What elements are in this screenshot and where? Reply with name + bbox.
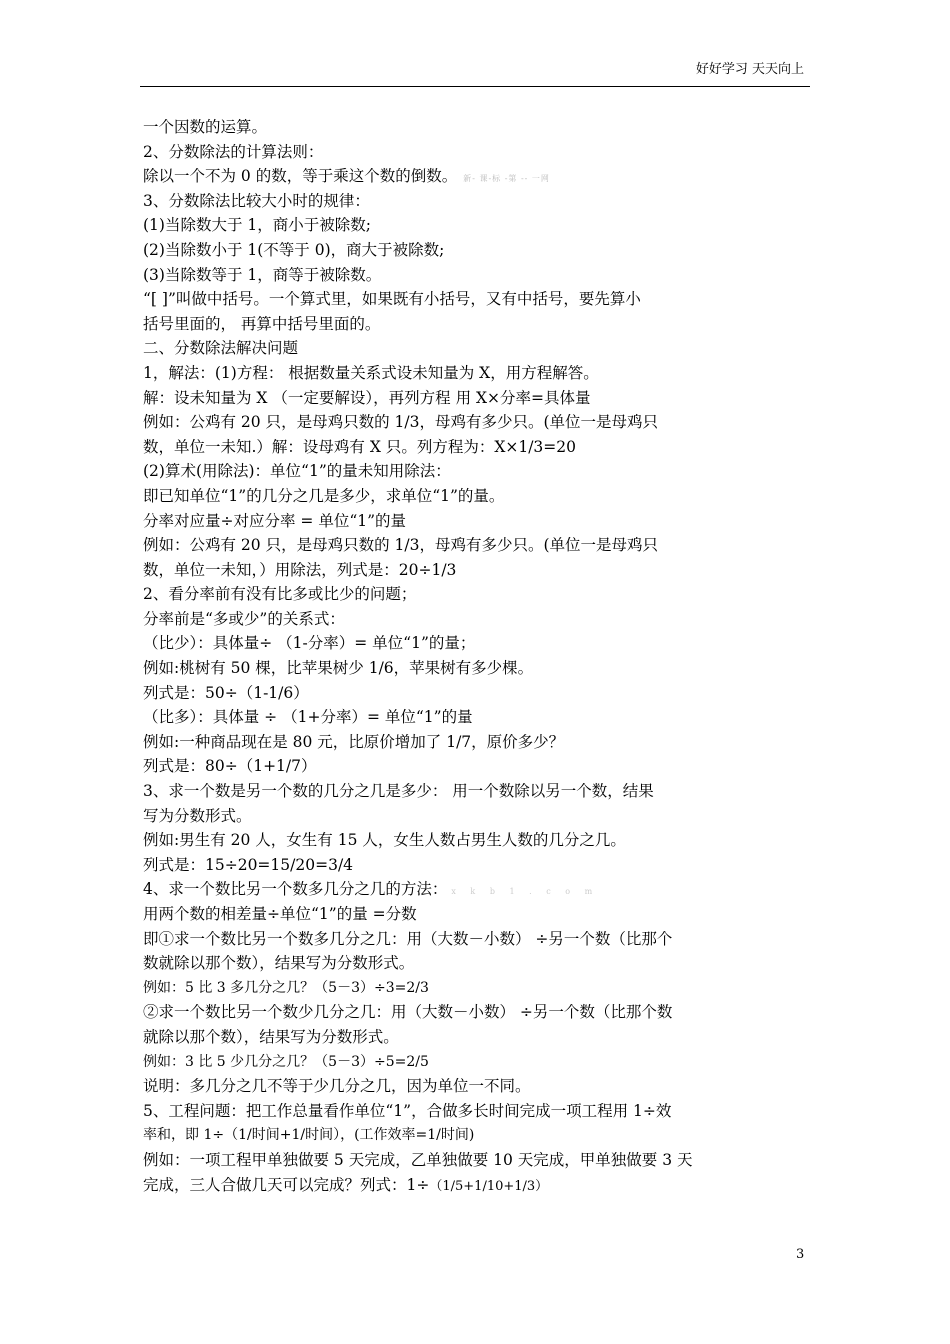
text-line: 说明：多几分之几不等于少几分之几，因为单位一不同。 xyxy=(143,1077,531,1096)
watermark-text: x k b 1 . c o m xyxy=(451,887,599,897)
text-line: 分率对应量÷对应分率 = 单位“1”的量 xyxy=(143,511,407,530)
text-line: 数，单位一未知.）解：设母鸡有 X 只。列方程为：X×1/3=20 xyxy=(143,437,576,456)
text-line: 括号里面的， 再算中括号里面的。 xyxy=(143,314,381,333)
text-line: 数，单位一未知，）用除法，列式是：20÷1/3 xyxy=(143,560,457,579)
text-line: 一个因数的运算。 xyxy=(143,118,268,136)
text-line: 例如:男生有 20 人，女生有 15 人，女生人数占男生人数的几分之几。 xyxy=(143,831,626,850)
text-line: (2)算术(用除法)：单位“1”的量未知用除法： xyxy=(143,462,451,481)
text-line: 2、看分率前有没有比多或比少的问题； xyxy=(143,585,417,604)
text-line: 即已知单位“1”的几分之几是多少，求单位“1”的量。 xyxy=(143,486,505,505)
text-line: 例如：公鸡有 20 只，是母鸡只数的 1/3，母鸡有多少只。(单位一是母鸡只 xyxy=(143,413,658,432)
text-line: 就除以那个数），结果写为分数形式。 xyxy=(143,1027,399,1046)
text-line: ②求一个数比另一个数少几分之几：用（大数－小数） ÷另一个数（比那个数 xyxy=(143,1003,673,1022)
running-header: 好好学习 天天向上 xyxy=(695,62,804,77)
text-line: 除以一个不为 0 的数，等于乘这个数的倒数。 新- 课-标 -第 -- 一网 xyxy=(143,167,550,186)
text-line: 例如：5 比 3 多几分之几？（5－3）÷3=2/3 xyxy=(143,979,429,996)
text-line: (2)当除数小于 1(不等于 0)，商大于被除数; xyxy=(143,240,445,259)
text-line: 用两个数的相差量÷单位“1”的量 =分数 xyxy=(143,905,417,923)
text-line: 完成，三人合做几天可以完成？列式：1÷（1/5+1/10+1/3） xyxy=(143,1175,549,1194)
text-line: “[ ]”叫做中括号。一个算式里，如果既有小括号，又有中括号，要先算小 xyxy=(143,290,641,309)
text-line: 3、求一个数是另一个数的几分之几是多少： 用一个数除以另一个数，结果 xyxy=(143,782,654,801)
text-line: 解：设未知量为 X （一定要解设），再列方程 用 X×分率=具体量 xyxy=(143,388,591,407)
text-line: 分率前是“多或少”的关系式： xyxy=(143,609,345,628)
text-line: 4、求一个数比另一个数多几分之几的方法： x k b 1 . c o m xyxy=(143,880,599,899)
text-line: 率和，即 1÷（1/时间+1/时间），(工作效率=1/时间) xyxy=(143,1127,475,1144)
text-line: （比少）：具体量÷ （1-分率）= 单位“1”的量； xyxy=(143,634,476,653)
text-line: 例如:一种商品现在是 80 元，比原价增加了 1/7，原价多少？ xyxy=(143,732,565,751)
text-line: (3)当除数等于 1，商等于被除数。 xyxy=(143,265,382,284)
text-line: 列式是：80÷（1+1/7） xyxy=(143,757,317,776)
header-rule xyxy=(140,86,810,87)
text-line: 列式是：50÷（1-1/6） xyxy=(143,683,309,702)
page-number: 3 xyxy=(796,1247,805,1262)
text-line: 写为分数形式。 xyxy=(143,806,252,825)
text-line: 1，解法：(1)方程： 根据数量关系式设未知量为 X，用方程解答。 xyxy=(143,363,599,382)
text-line: （比多）：具体量 ÷ （1+分率）= 单位“1”的量 xyxy=(143,708,473,727)
text-line: 例如：3 比 5 少几分之几？（5－3）÷5=2/5 xyxy=(143,1053,429,1070)
section-heading: 二、分数除法解决问题 xyxy=(143,339,299,358)
document-body xyxy=(143,115,811,1197)
text-line: 数就除以那个数），结果写为分数形式。 xyxy=(143,954,415,973)
text-line: 2、分数除法的计算法则： xyxy=(143,142,324,161)
watermark-text: 新- 课-标 -第 -- 一网 xyxy=(463,174,550,184)
text-line: 3、分数除法比较大小时的规律： xyxy=(143,191,370,210)
formula-text: （1/5+1/10+1/3） xyxy=(429,1178,549,1194)
text-line: 列式是：15÷20=15/20=3/4 xyxy=(143,855,354,874)
text-line: 5、工程问题：把工作总量看作单位“1”，合做多长时间完成一项工程用 1÷效 xyxy=(143,1101,672,1120)
text-line: 例如：一项工程甲单独做要 5 天完成，乙单独做要 10 天完成，甲单独做要 3 天 xyxy=(143,1150,693,1169)
text-line: 例如：公鸡有 20 只，是母鸡只数的 1/3，母鸡有多少只。(单位一是母鸡只 xyxy=(143,536,658,555)
text-line: 即①求一个数比另一个数多几分之几：用（大数－小数） ÷另一个数（比那个 xyxy=(143,929,673,948)
text-line: 例如:桃树有 50 棵，比苹果树少 1/6，苹果树有多少棵。 xyxy=(143,659,534,678)
text-line: (1)当除数大于 1，商小于被除数; xyxy=(143,216,371,235)
